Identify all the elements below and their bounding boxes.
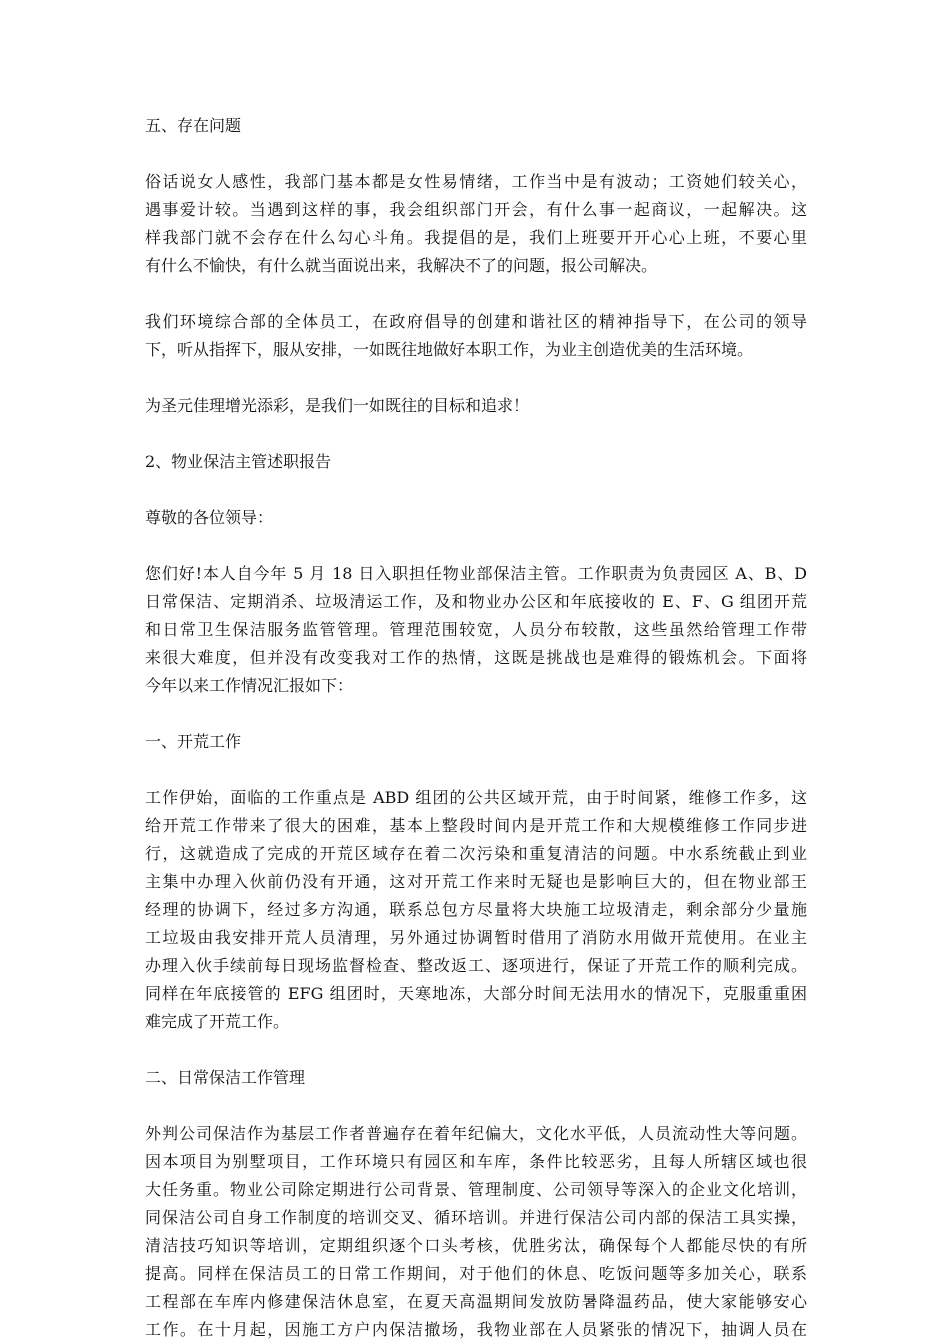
paragraph-daily-cleaning: [145, 1120, 807, 1344]
text-line: 俗话说女人感性，我部门基本都是女性易情绪，工作当中是有波动；工资她们较关心，: [145, 172, 807, 191]
paragraph-goal: [145, 392, 807, 420]
paragraph-gap: [145, 140, 807, 168]
text-line: 难完成了开荒工作。: [145, 1012, 290, 1031]
text-line: 同保洁公司自身工作制度的培训交叉、循环培训。并进行保洁公司内部的保洁工具实操，: [145, 1208, 807, 1227]
paragraph-opening: [145, 784, 807, 1036]
text-line: 样我部门就不会存在什么勾心斗角。我提倡的是，我们上班要开开心心上班，不要心里: [145, 228, 807, 247]
text-line: 外判公司保洁作为基层工作者普遍存在着年纪偏大，文化水平低，人员流动性大等问题。: [145, 1124, 807, 1143]
text-line: 工作伊始，面临的工作重点是 ABD 组团的公共区域开荒，由于时间紧，维修工作多，这: [145, 788, 807, 807]
paragraph-intro: [145, 560, 807, 700]
text-line: 行，这就造成了完成的开荒区域存在着二次污染和重复清洁的问题。中水系统截止到业: [145, 844, 807, 863]
report-greeting: 尊敬的各位领导：: [145, 508, 274, 527]
text-line: 来很大难度，但并没有改变我对工作的热情，这既是挑战也是难得的锻炼机会。下面将: [145, 648, 807, 667]
text-line: 为圣元佳理增光添彩，是我们一如既往的目标和追求！: [145, 396, 530, 415]
text-line: 和日常卫生保洁服务监管管理。管理范围较宽，人员分布较散，这些虽然给管理工作带: [145, 620, 807, 639]
paragraph-gap: [145, 280, 807, 308]
text-line: 遇事爱计较。当遇到这样的事，我会组织部门开会，有什么事一起商议，一起解决。这: [145, 200, 807, 219]
text-line: 今年以来工作情况汇报如下：: [145, 676, 354, 695]
paragraph-team: [145, 308, 807, 364]
section-heading-problems: 五、存在问题: [145, 116, 242, 135]
document-page: [145, 112, 807, 1344]
text-line: 提高。同样在保洁员工的日常工作期间，对于他们的休息、吃饭问题等多加关心，联系: [145, 1264, 807, 1283]
text-line: 同样在年底接管的 EFG 组团时，天寒地冻，大部分时间无法用水的情况下，克服重重困: [145, 984, 807, 1003]
paragraph-gap: [145, 1092, 807, 1120]
paragraph-gap: [145, 756, 807, 784]
text-line: 经理的协调下，经过多方沟通，联系总包方尽量将大块施工垃圾清走，剩余部分少量施: [145, 900, 807, 919]
paragraph-gap: [145, 700, 807, 728]
text-line: 我们环境综合部的全体员工，在政府倡导的创建和谐社区的精神指导下，在公司的领导: [145, 312, 807, 331]
paragraph-gap: [145, 1036, 807, 1064]
text-line: 因本项目为别墅项目，工作环境只有园区和车库，条件比较恶劣，且每人所辖区域也很: [145, 1152, 807, 1171]
text-line: 日常保洁、定期消杀、垃圾清运工作，及和物业办公区和年底接收的 E、F、G 组团开荒: [145, 592, 807, 611]
paragraph-gap: [145, 420, 807, 448]
report-title: 2、物业保洁主管述职报告: [145, 452, 332, 471]
text-line: 工程部在车库内修建保洁休息室，在夏天高温期间发放防暑降温药品，使大家能够安心: [145, 1292, 807, 1311]
paragraph-gap: [145, 476, 807, 504]
text-line: 工垃圾由我安排开荒人员清理，另外通过协调暂时借用了消防水用做开荒使用。在业主: [145, 928, 807, 947]
section-heading-daily-cleaning: 二、日常保洁工作管理: [145, 1068, 306, 1087]
paragraph-gap: [145, 364, 807, 392]
text-line: 下，听从指挥下，服从安排，一如既往地做好本职工作，为业主创造优美的生活环境。: [145, 340, 754, 359]
paragraph-gap: [145, 532, 807, 560]
text-line: 有什么不愉快，有什么就当面说出来，我解决不了的问题，报公司解决。: [145, 256, 658, 275]
paragraph-problems: [145, 168, 807, 280]
text-line: 给开荒工作带来了很大的困难，基本上整段时间内是开荒工作和大规模维修工作同步进: [145, 816, 807, 835]
text-line: 工作。在十月起，因施工方户内保洁撤场，我物业部在人员紧张的情况下，抽调人员在: [145, 1320, 807, 1339]
section-heading-opening: 一、开荒工作: [145, 732, 242, 751]
text-line: 您们好!本人自今年 5 月 18 日入职担任物业部保洁主管。工作职责为负责园区 A、B、D: [145, 564, 807, 583]
text-line: 清洁技巧知识等培训，定期组织逐个口头考核，优胜劣汰，确保每个人都能尽快的有所: [145, 1236, 807, 1255]
text-line: 大任务重。物业公司除定期进行公司背景、管理制度、公司领导等深入的企业文化培训，: [145, 1180, 807, 1199]
text-line: 办理入伙手续前每日现场监督检查、整改返工、逐项进行，保证了开荒工作的顺利完成。: [145, 956, 807, 975]
text-line: 主集中办理入伙前仍没有开通，这对开荒工作来时无疑也是影响巨大的，但在物业部王: [145, 872, 807, 891]
